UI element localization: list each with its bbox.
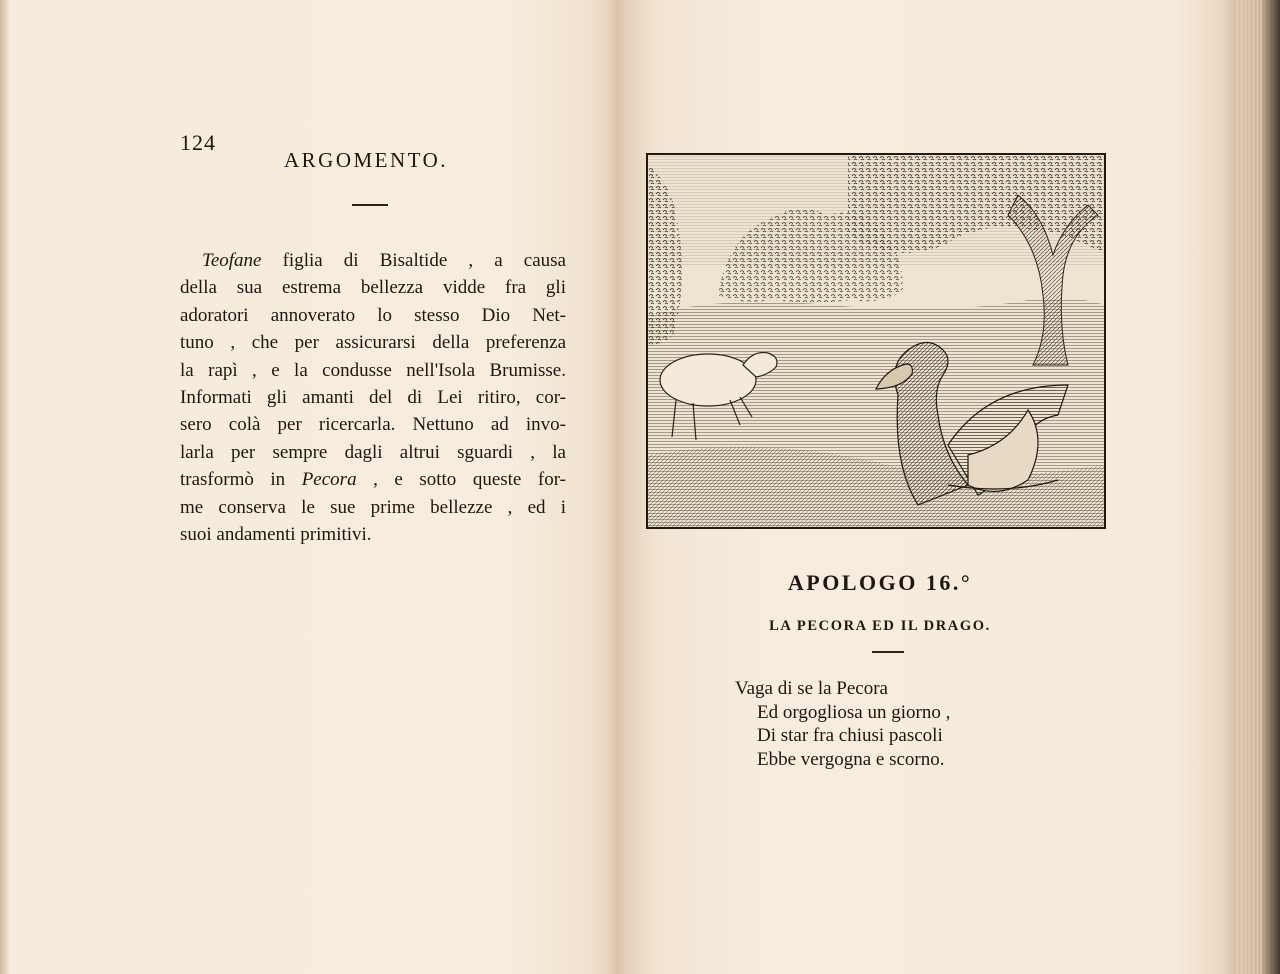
italic-name: Teofane	[202, 250, 262, 271]
line-text: figlia di Bisaltide , a causa	[261, 250, 566, 271]
paragraph-line	[180, 247, 566, 274]
argument-paragraph	[180, 247, 566, 548]
paragraph-line: larla per sempre dagli altrui sguardi , la	[180, 441, 566, 463]
paragraph-line: la rapì , e la condusse nell'Isola Brumisse.	[180, 359, 566, 381]
right-divider	[872, 651, 904, 653]
verse-stanza	[735, 677, 1035, 771]
engraving-illustration	[646, 153, 1106, 529]
paragraph-line: sero colà per ricercarla. Nettuno ad invo-	[180, 414, 566, 436]
apologo-subtitle: LA PECORA ED IL DRAGO.	[769, 618, 991, 634]
left-divider	[352, 204, 388, 206]
paragraph-line: Informati gli amanti del di Lei ritiro, cor-	[180, 387, 566, 409]
sheep-dragon-engraving-icon	[648, 155, 1104, 527]
page-number: 124	[180, 130, 216, 155]
paragraph-line: suoi andamenti primitivi.	[180, 524, 372, 546]
apologo-heading: APOLOGO 16.°	[787, 570, 973, 595]
verse-line: Ed orgogliosa un giorno ,	[757, 701, 951, 723]
line-text: , e sotto queste for-	[356, 469, 566, 491]
line-text: trasformò in	[180, 469, 302, 491]
verse-line: Di star fra chiusi pascoli	[757, 725, 943, 746]
left-heading: ARGOMENTO.	[284, 148, 449, 172]
paragraph-line: della sua estrema bellezza vidde fra gli	[180, 277, 566, 299]
left-page-edge	[0, 0, 10, 974]
paragraph-line: me conserva le sue prime bellezze , ed i	[180, 496, 566, 518]
paragraph-line: adoratori annoverato lo stesso Dio Net-	[180, 304, 566, 326]
fore-edge-pages	[1236, 0, 1280, 974]
paragraph-line	[180, 466, 566, 493]
italic-word: Pecora	[301, 469, 357, 491]
verse-line: Ebbe vergogna e scorno.	[757, 748, 945, 770]
paragraph-line: tuno , che per assicurarsi della preferenza	[180, 332, 566, 354]
verse-line: Vaga di se la Pecora	[735, 678, 888, 699]
